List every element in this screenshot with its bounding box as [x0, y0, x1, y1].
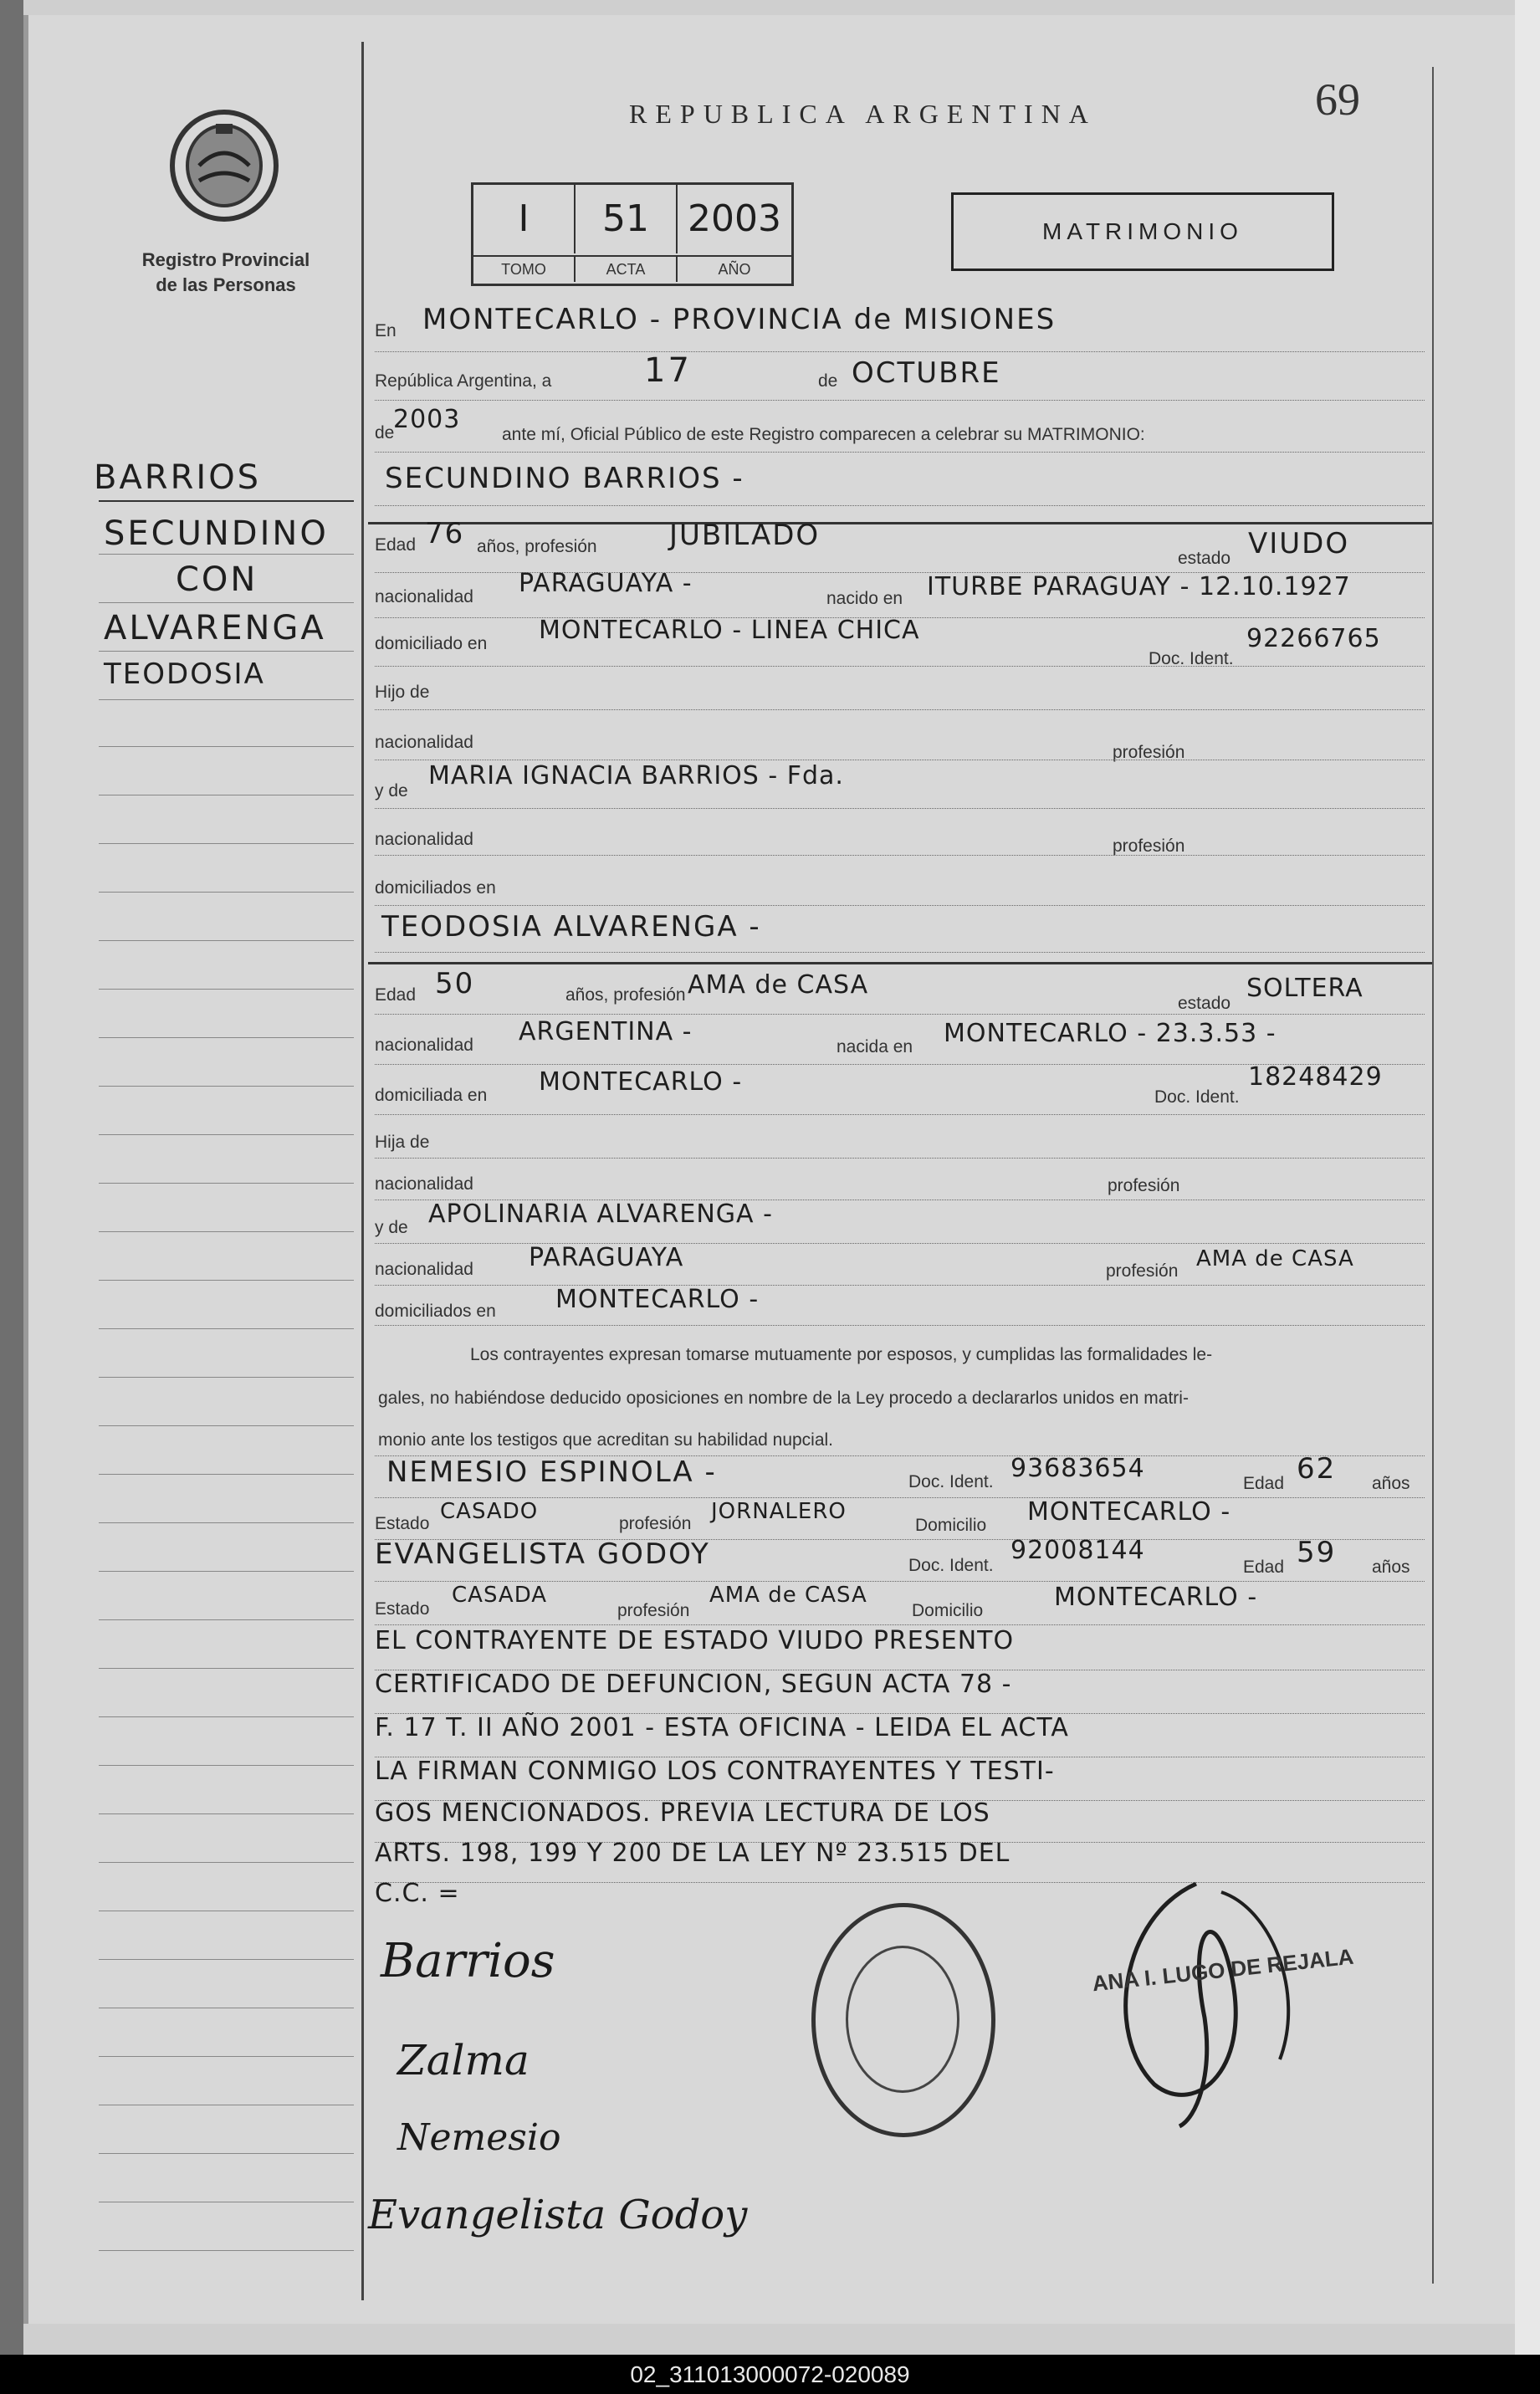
groom-doc: 92266765	[1246, 624, 1381, 653]
margin-bride-surname: ALVARENGA	[104, 609, 326, 647]
marriage-place: MONTECARLO - PROVINCIA de MISIONES	[422, 303, 1057, 336]
witness-2-name: EVANGELISTA GODOY	[375, 1537, 710, 1571]
groom-parents-address-label: domiciliados en	[375, 878, 496, 898]
bride-doc-label: Doc. Ident.	[1154, 1087, 1240, 1107]
bride-age-label: Edad	[375, 985, 417, 1005]
witness-1-address-label: Domicilio	[915, 1516, 987, 1535]
country-title: REPUBLICA ARGENTINA	[629, 99, 1097, 129]
bride-age: 50	[435, 967, 475, 1000]
groom-name: SECUNDINO BARRIOS -	[385, 462, 744, 495]
bride-and-of-label: y de	[375, 1218, 408, 1237]
groom-and-of-label: y de	[375, 781, 408, 801]
witness-2-signature: Evangelista Godoy	[368, 2192, 748, 2238]
groom-mother: MARIA IGNACIA BARRIOS - Fda.	[428, 761, 844, 790]
witness-2-years-label: años	[1372, 1558, 1410, 1577]
witness-1-doc: 93683654	[1010, 1454, 1145, 1483]
bride-birthplace-label: nacida en	[837, 1037, 913, 1056]
year-label: de	[375, 423, 395, 442]
groom-mother-profession-label: profesión	[1113, 836, 1185, 856]
provincial-seal-icon	[166, 107, 283, 224]
witness-2-profession: AMA de CASA	[709, 1583, 867, 1608]
declaration-line: monio ante los testigos que acreditan su habilidad nupcial.	[378, 1430, 834, 1450]
intro-statement: ante mí, Oficial Público de este Registro comparecen a celebrar su MATRIMONIO:	[502, 425, 1145, 444]
declaration-line: Los contrayentes expresan tomarse mutuamente por esposos, y cumplidas las formalidades le-	[470, 1345, 1213, 1364]
bride-address: MONTECARLO -	[539, 1067, 743, 1097]
registry-line: Registro Provincial	[141, 249, 310, 270]
anio-label: AÑO	[678, 255, 791, 282]
witness-1-name: NEMESIO ESPINOLA -	[386, 1455, 717, 1489]
bride-nationality: ARGENTINA -	[519, 1017, 693, 1046]
official-signature-mark	[1087, 1867, 1322, 2135]
note-line: C.C. =	[375, 1879, 460, 1908]
bride-signature: Zalma	[397, 2036, 530, 2085]
margin-con: CON	[176, 560, 258, 599]
bride-profession-label: años, profesión	[565, 985, 686, 1005]
witness-2-status-label: Estado	[375, 1599, 430, 1619]
bride-child-of-label: Hija de	[375, 1133, 430, 1152]
anio-cell	[678, 185, 791, 253]
note-line: EL CONTRAYENTE DE ESTADO VIUDO PRESENTO	[375, 1626, 1015, 1655]
bride-name: TEODOSIA ALVARENGA -	[381, 910, 761, 944]
witness-1-age-label: Edad	[1243, 1474, 1285, 1493]
groom-child-of-label: Hijo de	[375, 683, 430, 702]
witness-1-status: CASADO	[440, 1499, 539, 1524]
groom-nationality: PARAGUAYA -	[519, 569, 693, 598]
margin-surname: BARRIOS	[94, 458, 262, 497]
bride-address-label: domiciliada en	[375, 1086, 488, 1105]
witness-2-age: 59	[1297, 1536, 1337, 1569]
tomo-acta-box	[471, 182, 794, 286]
scan-identifier: 02_311013000072-020089	[630, 2361, 910, 2387]
witness-2-status: CASADA	[452, 1583, 548, 1608]
marriage-month: OCTUBRE	[852, 356, 1001, 390]
declaration-line: gales, no habiéndose deducido oposiciones en nombre de la Ley procedo a declararlos unidos en matri-	[378, 1389, 1189, 1408]
bride-mother-nationality-label: nacionalidad	[375, 1260, 473, 1279]
page-edge	[1515, 0, 1540, 2355]
groom-father-profession-label: profesión	[1113, 743, 1185, 762]
registry-name	[125, 248, 326, 298]
bride-nationality-label: nacionalidad	[375, 1036, 473, 1055]
groom-signature: Barrios	[381, 1934, 555, 1988]
tomo-cell	[473, 185, 576, 253]
bride-profession: AMA de CASA	[688, 970, 869, 1000]
witness-2-profession-label: profesión	[617, 1601, 690, 1620]
bride-mother-nationality: PARAGUAYA	[529, 1243, 684, 1272]
marriage-year: 2003	[393, 405, 461, 434]
margin-first-name: SECUNDINO	[104, 514, 329, 553]
seal-center	[846, 1946, 959, 2093]
note-line: CERTIFICADO DE DEFUNCION, SEGUN ACTA 78 -	[375, 1670, 1012, 1699]
en-label: En	[375, 321, 397, 340]
note-line: LA FIRMAN CONMIGO LOS CONTRAYENTES Y TESTI-	[375, 1757, 1055, 1786]
bride-status-label: estado	[1178, 994, 1231, 1013]
groom-doc-label: Doc. Ident.	[1149, 649, 1234, 668]
witness-1-age: 62	[1297, 1452, 1337, 1486]
groom-age: 76	[425, 517, 465, 550]
anio-value: 2003	[688, 197, 781, 240]
acta-label: ACTA	[576, 255, 678, 282]
margin-bride-name: TEODOSIA	[104, 657, 265, 691]
registry-stamp-seal	[811, 1903, 995, 2137]
groom-status: VIUDO	[1248, 527, 1350, 560]
witness-2-address: MONTECARLO -	[1054, 1583, 1258, 1612]
witness-1-profession-label: profesión	[619, 1514, 692, 1533]
witness-1-doc-label: Doc. Ident.	[908, 1472, 994, 1491]
groom-profession-label: años, profesión	[477, 537, 597, 556]
witness-1-status-label: Estado	[375, 1514, 430, 1533]
record-type-box	[951, 192, 1334, 271]
witness-2-address-label: Domicilio	[912, 1601, 984, 1620]
acta-cell	[576, 185, 678, 253]
groom-address: MONTECARLO - LINEA CHICA	[539, 616, 920, 645]
witness-1-address: MONTECARLO -	[1027, 1497, 1231, 1527]
tomo-label: TOMO	[473, 255, 576, 282]
note-line: ARTS. 198, 199 Y 200 DE LA LEY Nº 23.515 DEL	[375, 1839, 1010, 1868]
bride-parents-address-label: domiciliados en	[375, 1302, 496, 1321]
groom-age-label: Edad	[375, 535, 417, 555]
bride-mother-profession: AMA de CASA	[1196, 1246, 1354, 1271]
bride-status: SOLTERA	[1246, 974, 1363, 1003]
record-type: MATRIMONIO	[1042, 218, 1243, 244]
bride-father-nationality-label: nacionalidad	[375, 1174, 473, 1194]
bride-father-profession-label: profesión	[1108, 1176, 1180, 1195]
republica-label: República Argentina, a	[375, 371, 552, 391]
groom-profession: JUBILADO	[669, 519, 821, 552]
groom-birthplace-label: nacido en	[826, 589, 903, 608]
right-margin-line	[1432, 67, 1434, 2284]
witness-2-doc-label: Doc. Ident.	[908, 1556, 994, 1575]
groom-nationality-label: nacionalidad	[375, 587, 473, 606]
tomo-value: I	[518, 197, 530, 240]
note-line: GOS MENCIONADOS. PREVIA LECTURA DE LOS	[375, 1798, 990, 1828]
witness-1-signature: Nemesio	[397, 2116, 561, 2159]
margin-divider	[361, 42, 364, 2300]
groom-birthplace: ITURBE PARAGUAY - 12.10.1927	[927, 572, 1351, 601]
bride-mother: APOLINARIA ALVARENGA -	[428, 1200, 773, 1229]
witness-1-years-label: años	[1372, 1474, 1410, 1493]
witness-2-age-label: Edad	[1243, 1558, 1285, 1577]
registry-line: de las Personas	[156, 274, 296, 295]
page-number: 69	[1315, 74, 1360, 125]
de-label: de	[818, 371, 838, 391]
witness-1-profession: JORNALERO	[711, 1499, 847, 1524]
bride-doc: 18248429	[1248, 1062, 1383, 1092]
note-line: F. 17 T. II AÑO 2001 - ESTA OFICINA - LEIDA EL ACTA	[375, 1713, 1069, 1742]
bride-mother-profession-label: profesión	[1106, 1261, 1179, 1281]
marriage-day: 17	[644, 351, 692, 390]
groom-address-label: domiciliado en	[375, 634, 488, 653]
bride-birthplace: MONTECARLO - 23.3.53 -	[944, 1019, 1277, 1048]
acta-value: 51	[602, 197, 649, 240]
witness-2-doc: 92008144	[1010, 1536, 1145, 1565]
bride-parents-address: MONTECARLO -	[555, 1285, 760, 1314]
groom-mother-nationality-label: nacionalidad	[375, 830, 473, 849]
groom-status-label: estado	[1178, 549, 1231, 568]
official-stamp-name: ANA I. LUGO DE REJALA	[1091, 1943, 1355, 1997]
groom-father-nationality-label: nacionalidad	[375, 733, 473, 752]
binding-spine	[0, 0, 23, 2355]
